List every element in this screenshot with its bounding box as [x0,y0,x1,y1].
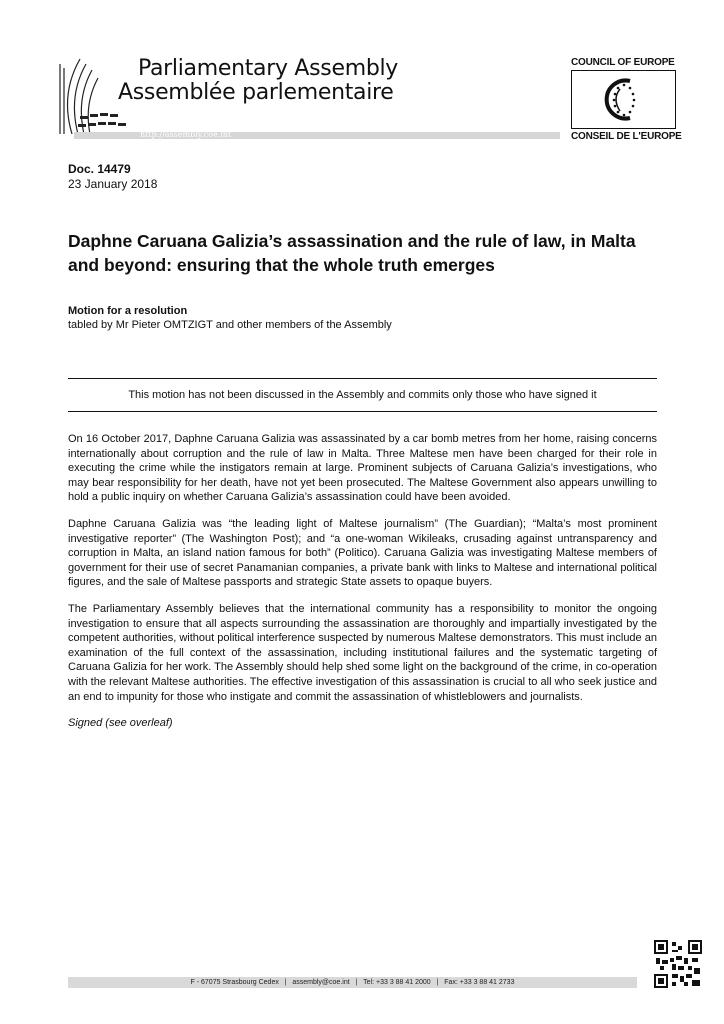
divider-bottom [68,411,657,412]
assembly-title-en: Parliamentary Assembly [138,56,399,81]
footer-separator: | [436,979,439,986]
footer-bar [68,977,637,988]
assembly-url[interactable]: http://assembly.coe.int [140,130,232,139]
doc-date: 23 January 2018 [68,177,158,191]
coe-name-en: COUNCIL OF EUROPE [571,57,675,68]
divider-top [68,378,657,379]
coe-logo-box [571,70,676,129]
assembly-title-fr: Assemblée parlementaire [118,80,394,105]
paragraph: Daphne Caruana Galizia was “the leading light of Maltese journalism” (The Guardian); “Malta’s most prominent investigative reporter” (The Washington Post); and “a one-woman Wikileaks, crusading against untransparency and corruption in Malta, an island nation famous for both” (Politico). Caruana Galizia was investigating Maltese members of government for their use of secret Panamanian companies, a private bank with links to Maltese and international political figures, and the sale of Maltese passports and strategic State assets to opaque buyers. [68,517,657,589]
motion-tabled-by: tabled by Mr Pieter OMTZIGT and other members of the Assembly [68,319,392,331]
footer-tel: Tel: +33 3 88 41 2000 [363,979,431,986]
document-title: Daphne Caruana Galizia’s assassination and the rule of law, in Malta and beyond: ensuring that the whole truth emerges [68,231,636,275]
signed-note: Signed (see overleaf) [68,717,173,730]
footer-address: F - 67075 Strasbourg Cedex [190,979,279,986]
coe-stars-logo [572,71,675,128]
paragraph: On 16 October 2017, Daphne Caruana Galizia was assassinated by a car bomb metres from her home, raising concerns internationally about corruption and the rule of law in Malta. Three Maltese men have been charged for their role in executing the crime while the instigators remain at large. Prominent subjects of Caruana Galizia’s investigations, who may bear responsibility for her death, have not yet been prosecuted. The Maltese Government also appears unwilling to hold a public inquiry on whether Caruana Galizia’s assassination could have been avoided. [68,433,657,504]
footer-email[interactable]: assembly@coe.int [292,979,350,986]
doc-number: Doc. 14479 [68,162,131,176]
footer-separator: | [284,979,287,986]
footer-separator: | [355,979,358,986]
coe-name-fr: CONSEIL DE L'EUROPE [571,131,682,142]
motion-notice: This motion has not been discussed in the Assembly and commits only those who have signed it [128,389,597,401]
motion-label: Motion for a resolution [68,305,188,317]
qr-code-icon [654,940,702,988]
footer-fax: Fax: +33 3 88 41 2733 [444,979,515,986]
motion-body [68,432,657,743]
paragraph: The Parliamentary Assembly believes that the international community has a responsibility to monitor the ongoing investigation to ensure that all aspects surrounding the assassination are thoroughly and impartially investigated by the competent authorities, without political interference suspected by numerous Maltese demonstrators. This must include an examination of the full context of the assassination, including institutional failures and the systematic targeting of Caruana Galizia for her work. The Assembly should help shed some light on the background of the crime, in co-operation with the relevant Maltese authorities. The effective investigation of this assassination is crucial to all who seek justice and an end to impunity for those who instigate and commit the assassination of whistleblowers and journalists. [68,602,657,703]
